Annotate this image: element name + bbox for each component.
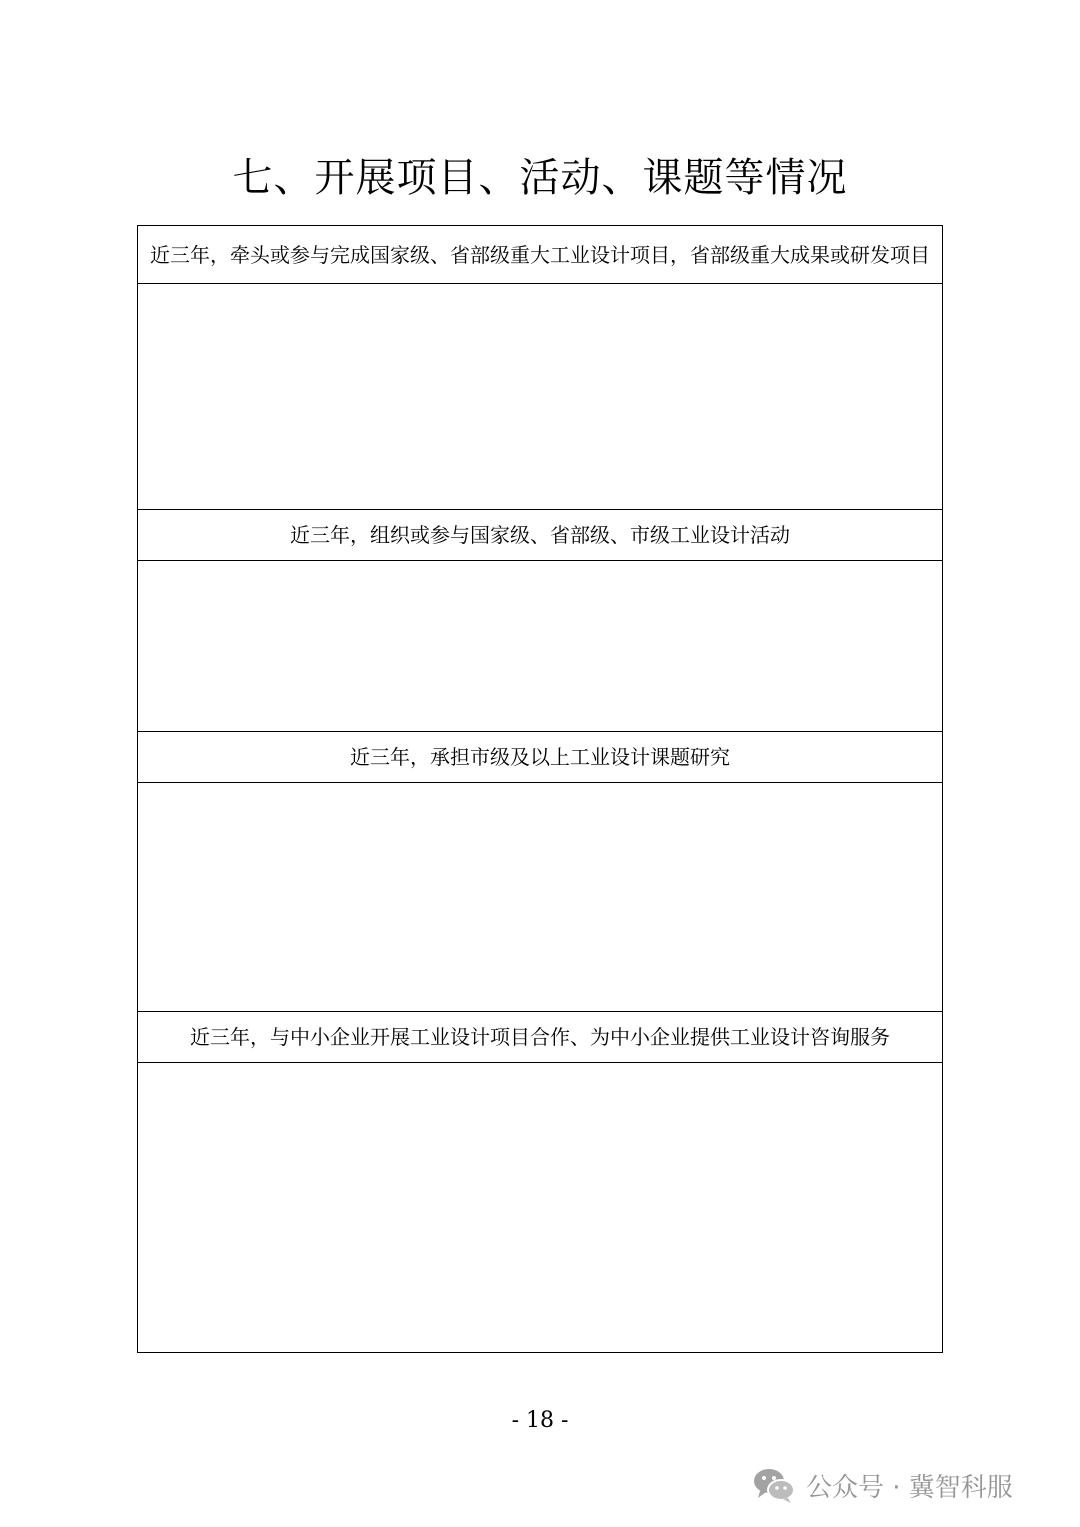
section-2-heading: 近三年，组织或参与国家级、省部级、市级工业设计活动 xyxy=(138,510,942,561)
activity-table xyxy=(137,225,943,1353)
watermark xyxy=(752,1460,1013,1510)
section-1-content-cell[interactable] xyxy=(138,284,942,510)
page-title: 七、开展项目、活动、课题等情况 xyxy=(232,155,848,201)
page-number: - 18 - xyxy=(511,1408,569,1433)
wechat-icon xyxy=(752,1465,796,1505)
section-1-heading: 近三年，牵头或参与完成国家级、省部级重大工业设计项目，省部级重大成果或研发项目 xyxy=(138,226,942,284)
section-2-content-cell[interactable] xyxy=(138,561,942,732)
section-3-heading: 近三年，承担市级及以上工业设计课题研究 xyxy=(138,732,942,783)
watermark-text: 公众号 · 冀智科服 xyxy=(806,1472,1013,1503)
section-4-heading: 近三年，与中小企业开展工业设计项目合作、为中小企业提供工业设计咨询服务 xyxy=(138,1012,942,1063)
section-4-content-cell[interactable] xyxy=(138,1063,942,1352)
section-3-content-cell[interactable] xyxy=(138,783,942,1012)
